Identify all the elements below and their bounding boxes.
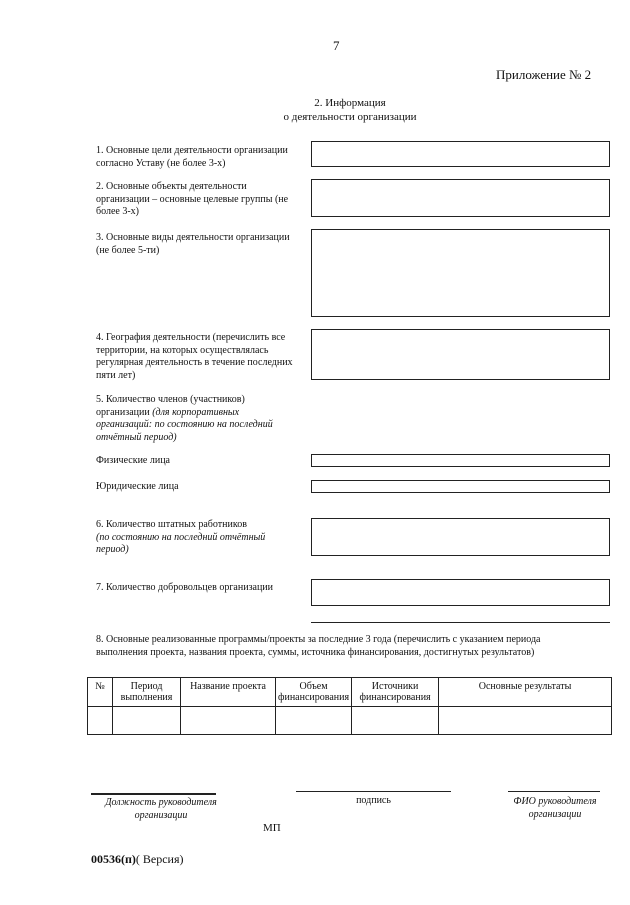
col-number: № [88, 678, 113, 707]
signature-line [296, 791, 451, 792]
programs-heading: 8. Основные реализованные программы/проекты за последние 3 года (перечислить с указанием периода выполнения проекта, названия проекта, суммы, источника финансирования, достигнутых результатов) [96, 634, 541, 658]
legal-entities-label: Юридические лица [96, 481, 179, 492]
targets-label: 2. Основные объекты деятельности организации – основные целевые группы (не более 3-х) [96, 181, 289, 217]
volunteers-label: 7. Количество добровольцев организации [96, 582, 274, 593]
individuals-field[interactable] [311, 454, 610, 467]
members-label: 5. Количество членов (участников) организации (для корпоративных организаций: по состоянию на последний отчётный период) [96, 394, 273, 443]
signature-caption: подпись [356, 795, 391, 806]
geography-label: 4. География деятельности (перечислить все территории, на которых осуществлялась регулярная деятельность в течение последних пяти лет) [96, 332, 293, 381]
page-number: 7 [333, 38, 340, 53]
table-header-row [88, 678, 612, 707]
activities-field[interactable] [311, 229, 610, 317]
staff-label: 6. Количество штатных работников (по состоянию на последний отчётный период) [96, 519, 266, 555]
individuals-label: Физические лица [96, 455, 170, 466]
section-subtitle: о деятельности организации [283, 111, 417, 123]
col-funding-amount: Объем финансирования [276, 678, 352, 707]
programs-table [87, 677, 612, 735]
position-line [91, 793, 216, 795]
activities-label: 3. Основные виды деятельности организации (не более 5-ти) [96, 232, 290, 256]
col-project-name: Название проекта [181, 678, 276, 707]
legal-entities-field[interactable] [311, 480, 610, 493]
name-caption: ФИО руководителя организации [513, 796, 597, 820]
goals-label: 1. Основные цели деятельности организации согласно Уставу (не более 3-х) [96, 145, 288, 169]
col-results: Основные результаты [439, 678, 612, 707]
position-caption: Должность руководителя организации [105, 797, 217, 821]
col-funding-source: Источники финансирования [352, 678, 439, 707]
staff-field[interactable] [311, 518, 610, 556]
stamp-label: МП [263, 822, 281, 834]
divider [311, 622, 610, 623]
table-row[interactable] [88, 707, 612, 735]
col-period: Период выполнения [113, 678, 181, 707]
name-line [508, 791, 600, 792]
targets-field[interactable] [311, 179, 610, 217]
footer-code: 00536(п)( Версия) [91, 852, 184, 866]
geography-field[interactable] [311, 329, 610, 380]
volunteers-field[interactable] [311, 579, 610, 606]
appendix-label: Приложение № 2 [496, 67, 592, 82]
section-title: 2. Информация [314, 97, 386, 109]
goals-field[interactable] [311, 141, 610, 167]
